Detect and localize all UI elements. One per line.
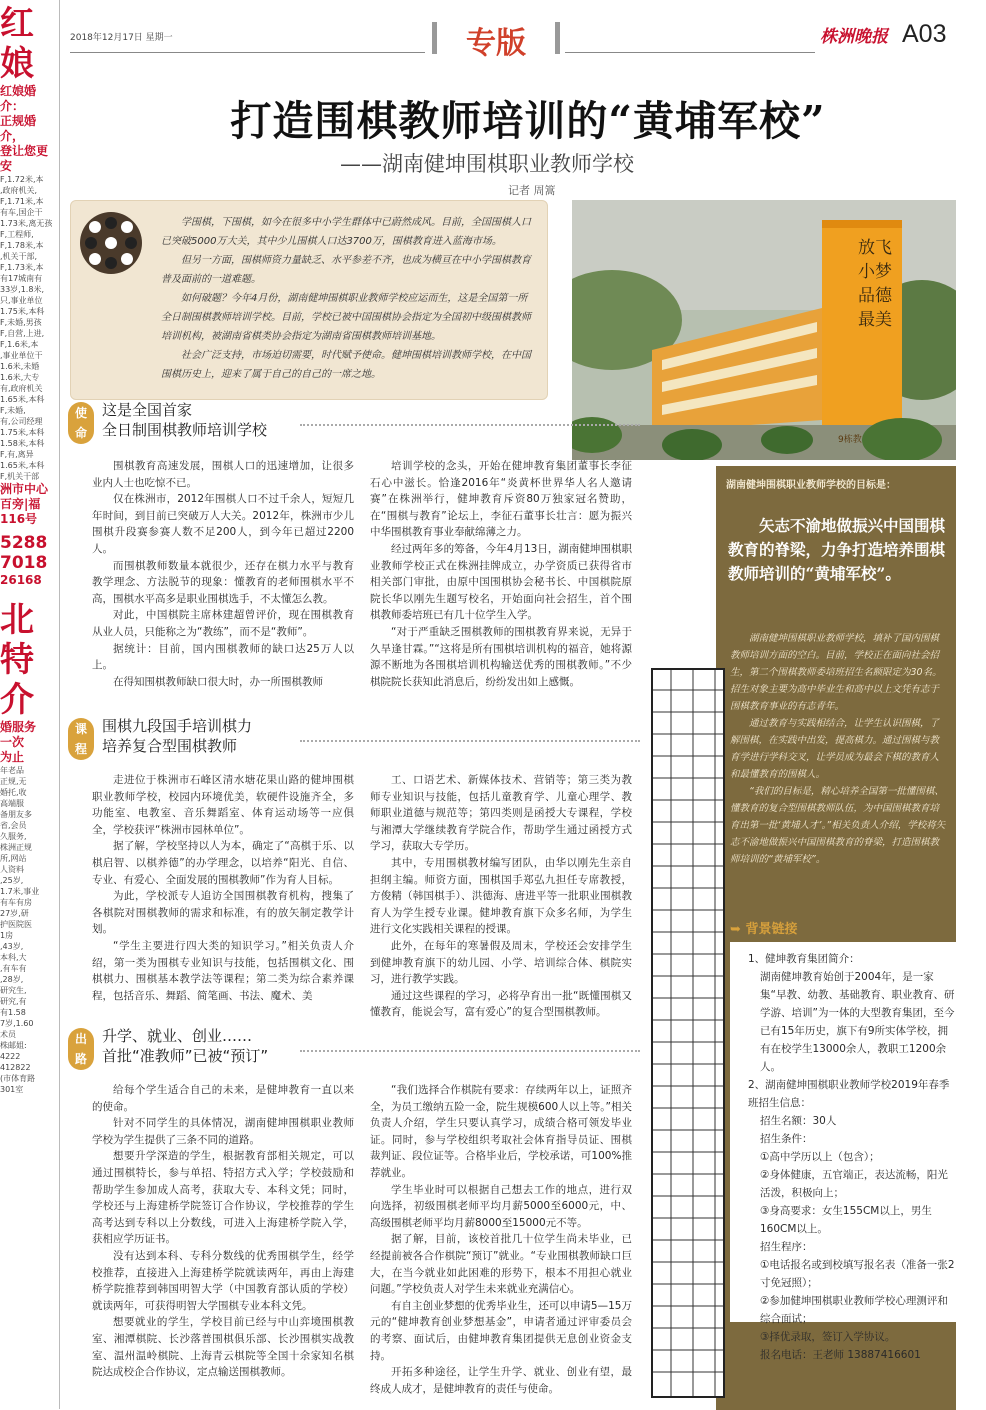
section-1-column (92, 458, 354, 690)
left-margin-line: F,机关干部 (0, 472, 40, 481)
left-margin-line: 婚托,收 (0, 788, 27, 797)
left-margin-items-2 (0, 720, 59, 765)
sidebar-heading: 湖南健坤围棋职业教师学校的目标是： (726, 480, 896, 491)
left-margin-line: 1房 (0, 931, 14, 940)
arrow-icon: ➥ (730, 922, 741, 937)
sidebar-paragraph: “我们的目标是，精心培养全国第一批懂围棋、懂教育的复合型围棋教师队伍，为中国围棋教育培育出第一批‘黄埔人才’。”相关负责人介绍，学校将矢志不渝地做振兴中国围棋教育的脊梁，打造围棋教师培训的“黄埔军校”。 (730, 786, 946, 865)
body-paragraph: 没有达到本科、专科分数线的优秀围棋学生，经学校推荐，直接进入上海建桥学院就读两年，再由上海建桥学院推荐到韩国明智大学（中国教育部认质的学校）就读两年，可获得明智大学围棋专业本科文凭。 (92, 1249, 354, 1312)
left-margin-line: F,自营,上进, (0, 329, 45, 338)
body-paragraph: 为此，学校派专人追访全国围棋教育机构，搜集了各棋院对围棋教师的需求和标准，有的放矢制定教学计划。 (92, 890, 354, 936)
left-margin-line: 省,会员 (0, 821, 27, 830)
body-paragraph: 据统计：目前，国内围棋教师的缺口达25万人以上。 (92, 642, 354, 672)
section-heading (102, 716, 252, 756)
header-rule-right (565, 52, 815, 53)
section-heading-line-1: 围棋九段国手培训棋力 (102, 717, 253, 735)
school-building-photo (572, 200, 956, 460)
left-margin-items (0, 84, 59, 174)
intro-box (70, 200, 548, 400)
left-margin-line: 株邮姐: (0, 1041, 27, 1050)
left-margin-line: F,1.72米,本 (0, 175, 44, 184)
left-margin-line: F,1.73米,本 (0, 263, 44, 272)
left-margin-line: 红娘婚介： (0, 84, 37, 113)
intro-paragraph: 但另一方面，围棋师资力量缺乏、水平参差不齐，也成为横亘在中小学围棋教育普及面前的一道难题。 (161, 255, 531, 285)
section-divider (300, 740, 640, 742)
left-margin-line: 正规,无 (0, 777, 27, 786)
body-paragraph: 围棋教育高速发展，围棋人口的迅速增加，让很多业内人士也吃惊不已。 (92, 460, 354, 489)
header-date: 2018年12月17日 星期一 (70, 33, 173, 43)
body-paragraph: 学生毕业时可以根据自己想去工作的地点，进行双向选择，初级围棋老师平均月薪5000至6000元，中、高级围棋老师平均月薪8000至15000元不等。 (370, 1183, 632, 1229)
left-margin-line: 33岁,1.8米, (0, 285, 44, 294)
left-margin-line: 正规婚介， (0, 114, 37, 143)
left-margin-line: 登让您更安 (0, 144, 49, 173)
left-margin-line: F,工程师, (0, 230, 34, 239)
left-margin-line: 婚服务 (0, 720, 37, 734)
section-badge-char: 程 (74, 742, 87, 756)
left-margin-line: F,未婚,男孩 (0, 318, 42, 327)
section-divider (300, 424, 640, 426)
sidebar-body (730, 630, 948, 868)
body-paragraph: “对于严重缺乏围棋教师的围棋教育界来说，无异于久旱逢甘霖。”“这将是所有围棋培训机构的福音，她将源源不断地为各围棋培训机构输送优秀的围棋教师。”不少棋院院长获知此消息后，纷纷发出如上感慨。 (370, 625, 632, 688)
left-margin-line: ,有车有 (0, 964, 27, 973)
left-margin-phone-1: 5288 (0, 533, 48, 553)
photo-building-label: 9栋教 (838, 435, 862, 445)
left-margin-line: ,25岁, (0, 876, 24, 885)
go-stones-icon (80, 212, 142, 274)
left-margin-line: 1.6米,大专 (0, 373, 40, 382)
background-info-title: 背景链接 (745, 922, 798, 937)
left-margin-lines-2 (0, 765, 59, 1095)
left-margin-line: F,有,离异 (0, 450, 34, 459)
left-margin-line: F,1.6米,本 (0, 340, 39, 349)
left-margin-hotline-sub: 百旁|福 (0, 497, 41, 511)
go-board-grid (653, 670, 723, 1396)
section-badge-char: 路 (74, 1052, 87, 1066)
school-building-illustration (572, 200, 956, 460)
left-margin-line: 人资料 (0, 865, 24, 874)
left-margin-line: 术员 (0, 1030, 16, 1039)
left-margin-line: 7岁,1.60 (0, 1019, 34, 1028)
header-section-name: 专版 (466, 26, 526, 61)
left-margin-column (0, 0, 60, 1409)
section-heading-line-2: 首批“准教师”已被“预订” (102, 1047, 269, 1065)
left-margin-line: 1.65米,本科 (0, 461, 45, 470)
left-margin-line: ,43岁, (0, 942, 24, 951)
section-badge-char: 出 (74, 1032, 87, 1046)
body-paragraph: 此外，在每年的寒暑假及周末，学校还会安排学生到健坤教育旗下的幼儿园、小学、培训综合体、棋院实习，进行教学实践。 (370, 939, 632, 986)
body-paragraph: 在得知围棋教师缺口很大时，办一所围棋教师 (113, 675, 323, 688)
left-margin-line: 备朋友多 (0, 810, 32, 819)
left-margin-heading-2: 北特 (0, 600, 34, 680)
left-margin-line: 1.75米,本科 (0, 307, 45, 316)
newspaper-logo: 株洲晚报 (820, 27, 888, 47)
left-margin-room: 116号 (0, 512, 38, 526)
header-bar-right (555, 22, 560, 54)
background-info-line: ②参加健坤围棋职业教师学校心理测评和综合面试； (760, 1295, 948, 1325)
sidebar-paragraph: 湖南健坤围棋职业教师学校，填补了国内围棋教师培训方面的空白。目前，学校正在面向社会招生，第二个围棋教师委培班招生名额限定为30名。招生对象主要为高中毕业生和高中以上文凭有志于围棋教育事业的有志青年。 (730, 633, 942, 712)
left-margin-line: 412822 (0, 1063, 31, 1072)
left-margin-line: F,1.78米,本 (0, 241, 44, 250)
body-paragraph: 开拓多种途径，让学生升学、就业、创业有望，最终成人成才，是健坤教育的责任与使命。 (370, 1366, 632, 1395)
left-margin-line: 护医院医 (0, 920, 32, 929)
left-margin-line: 久服务, (0, 832, 27, 841)
left-margin-line: 1.65米,本科 (0, 395, 45, 404)
section-heading (102, 1026, 268, 1066)
left-margin-lines (0, 174, 59, 482)
left-margin-line: (市体育路 (0, 1074, 36, 1083)
left-margin-line: 株洲正规 (0, 843, 32, 852)
left-margin-line: 所,网站 (0, 854, 27, 863)
section-badge-char: 课 (74, 722, 87, 736)
left-margin-line: 只,事业单位 (0, 296, 43, 305)
left-margin-line: 301室 (0, 1085, 24, 1094)
body-paragraph: 想要就业的学生，学校目前已经与中山弈境围棋教室、湘潭棋院、长沙落普围棋俱乐部、长沙围棋实战教室、温州温岭棋院、上海青云棋院等全国十余家知名棋院达成校企合作协议，定点输送围棋教师。 (92, 1316, 354, 1379)
left-margin-line: 研究生, (0, 986, 27, 995)
background-info-line: ②身体健康，五官端正，表达流畅，阳光活泼，积极向上； (760, 1169, 948, 1199)
section-badge (68, 402, 94, 444)
section-badge (68, 1028, 94, 1070)
body-paragraph: 有自主创业梦想的优秀毕业生，还可以申请5—15万元的“健坤教育创业梦想基金”，申请者通过评审委员会的考察、面试后，由健坤教育集团提供无息创业资金支持。 (370, 1299, 632, 1362)
header-rule-left (70, 52, 425, 53)
left-margin-line: 27岁,研 (0, 909, 29, 918)
left-margin-line: ,28岁, (0, 975, 24, 984)
left-margin-phone-2: 7018 (0, 553, 48, 573)
background-info-line: 招生名额：30人 (760, 1115, 837, 1127)
left-margin-heading: 红娘 (0, 4, 34, 84)
left-margin-line: 有17城南有 (0, 274, 43, 283)
section-divider (300, 1050, 640, 1052)
section-heading-line-2: 全日制围棋教师培训学校 (102, 421, 268, 439)
left-margin-line: ,事业单位干 (0, 351, 43, 360)
body-paragraph: 据了解，学校坚持以人为本，确定了“高棋于乐、以棋启智、以棋养德”的办学理念，以培养“阳光、自信、专业、有爱心、全面发展的围棋教师”作为育人目标。 (92, 840, 354, 886)
body-paragraph: 对此，中国棋院主席林建超曾评价，现在围棋教育从业人员，只能称之为“教练”，而不是“教师”。 (92, 609, 354, 638)
section-badge (68, 718, 94, 760)
section-heading-line-1: 升学、就业、创业…… (102, 1027, 253, 1045)
left-margin-line: 有,政府机关 (0, 384, 43, 393)
section-badge-char: 命 (74, 426, 87, 440)
body-paragraph: 而围棋教师数量本就很少，还存在棋力水平与教育教学理念、方法脱节的现象：懂教育的老师围棋水平不高，围棋水平高多是职业围棋选手，不太懂怎么教。 (92, 559, 354, 605)
background-info-line: 报名电话：王老师 13887416601 (760, 1349, 921, 1361)
body-paragraph: 其中，专用围棋教材编写团队，由华以刚先生亲自担纲主编。师资方面，围棋国手郑弘九担任专席教授，方俊精（韩国棋手）、洪德海、唐进平等一批职业围棋教育人为学生授专业课。健坤教育旗下众多名师，为学生进行文化实践相关课程的授课。 (370, 856, 632, 936)
background-info-line: 湖南健坤教育始创于2004年，是一家集“早教、幼教、基础教育、职业教育、研学游、培训”为一体的大型教育集团，至今已有15年历史，旗下有9所实体学校，拥有在校学生13000余人，教职工1200余人。 (760, 971, 955, 1073)
left-margin-line: 1.75米,本科 (0, 428, 45, 437)
background-info-heading (730, 918, 797, 937)
article-byline: 记者 周篙 (508, 184, 556, 197)
body-paragraph: “学生主要进行四大类的知识学习。”相关负责人介绍，第一类为围棋专业知识与技能，包括围棋文化、围棋棋力、围棋基本教学法等课程；第二类为综合素养课程，包括音乐、舞蹈、简笔画、书法、魔术、美 (92, 939, 354, 1002)
left-margin-line: 有1.58 (0, 1008, 26, 1017)
left-margin-line: 本科,大 (0, 953, 27, 962)
left-margin-hotline-label: 洲市中心 (0, 482, 49, 496)
background-info-line: ③择优录取，签订入学协议。 (760, 1331, 896, 1343)
body-paragraph: 培训学校的念头，开始在健坤教育集团董事长李征石心中滋长。恰逢2016年“炎黄杯世界华人名人邀请赛”在株洲举行，健坤教育斥资80万独家冠名赞助，在“围棋与教育”论坛上，李征石董事长壮言：愿为振兴中华围棋教育事业奉献绵薄之力。 (370, 460, 632, 539)
sidebar-paragraph: 通过教育与实践相结合，让学生认识围棋，了解围棋，在实践中出发，提高棋力。通过围棋与教育学进行学科交叉，让学员成为最会下棋的教育人和最懂教育的围棋人。 (730, 718, 940, 780)
background-info-line: 2、湖南健坤围棋职业教师学校2019年春季班招生信息： (748, 1079, 950, 1109)
left-margin-heading-3: 介 (0, 680, 34, 720)
body-paragraph: 经过两年多的筹备，今年4月13日，湖南健坤围棋职业教师学校正式在株洲挂牌成立，办学资质已获得省市相关部门审批，由原中国围棋协会秘书长、中国棋院原院长华以刚先生题写校名，开始面向社会招生，首个围棋教师委培班已有几十位学生入学。 (370, 542, 632, 622)
section-heading (102, 400, 267, 440)
sidebar-quote: 矢志不渝地做振兴中国围棋教育的脊梁，力争打造培养围棋教师培训的“黄埔军校”。 (728, 516, 946, 583)
body-paragraph: 走进位于株洲市石峰区清水塘花果山路的健坤围棋职业教师学校，校园内环境优美，软硬件设施齐全，多功能室、电教室、音乐舞蹈室、体育运动场等一应俱全，学校获评“株洲市园林单位”。 (92, 774, 354, 836)
left-margin-line: 年老品 (0, 766, 24, 775)
left-margin-line: 1.7米,事业 (0, 887, 40, 896)
left-margin-line: 一次 (0, 735, 25, 749)
left-margin-line: 1.6米,未婚 (0, 362, 40, 371)
body-paragraph: 仅在株洲市，2012年围棋人口不过千余人，短短几年时间，到目前已突破万人大关。2012年，株洲市少儿围棋升段赛参赛人数不足200人，到今年已超过2200人。 (92, 493, 354, 555)
background-info-line: 1、健坤教育集团简介： (748, 953, 860, 965)
background-info-line: ①电话报名或到校填写报名表（准备一张2寸免冠照）； (760, 1259, 955, 1289)
section-badge-char: 使 (74, 406, 87, 420)
article-title: 打造围棋教师培训的“黄埔军校” (230, 97, 826, 145)
section-heading-line-2: 培养复合型围棋教师 (102, 737, 238, 755)
left-margin-line: 4222 (0, 1052, 21, 1061)
intro-paragraph: 如何破题？今年4月份，湖南健坤围棋职业教师学校应运而生，这是全国第一所全日制围棋教师培训学校。目前，学校已被中国围棋协会指定为全国初中级围棋教师培训机构，被湖南省棋类协会指定为湖南省围棋教师培训基地。 (161, 293, 531, 342)
left-margin-line: 1.58米,本科 (0, 439, 45, 448)
intro-paragraph: 学围棋，下围棋，如今在很多中小学生群体中已蔚然成风。目前，全国围棋人口已突破5000万大关，其中少儿围棋人口达3700万，围棋教育进入蓝海市场。 (161, 217, 531, 247)
left-margin-line: ,政府机关, (0, 186, 38, 195)
body-paragraph: 给每个学生适合自己的未来，是健坤教育一直以来的使命。 (92, 1084, 354, 1113)
section-2-column (370, 1082, 632, 1397)
body-paragraph: “我们选择合作棋院有要求：存续两年以上，证照齐全，为员工缴纳五险一金，院生规模600人以上等。”相关负责人介绍，学生只要认真学习，成绩合格可领发毕业证。同时，参与学校组织考取社会体育指导员证、围棋裁判证、段位证等。合格毕业后，学校承诺，可100%推荐就业。 (370, 1084, 632, 1179)
left-margin-line: 为止 (0, 750, 25, 764)
page-number: A03 (902, 20, 947, 48)
left-margin-line: F,未婚, (0, 406, 26, 415)
intro-paragraph: 社会广泛支持，市场迫切需要，时代赋予使命。健坤围棋培训教师学校，在中国围棋历史上，迎来了属于自己的自己的一席之地。 (161, 350, 531, 380)
section-2-column (370, 772, 632, 1021)
left-margin-phone-3: 26168 (0, 573, 42, 587)
go-board-graphic (651, 668, 725, 1398)
left-margin-line: 有车,国企干 (0, 208, 43, 217)
background-info-line: 招生程序： (760, 1241, 813, 1253)
article-subtitle: ——湖南健坤围棋职业教师学校 (340, 152, 634, 176)
photo-wall-text: 放飞小梦 品德最美 (858, 238, 892, 330)
header-bar-left (432, 22, 437, 54)
body-paragraph: 工、口语艺术、新媒体技术、营销等；第三类为教师专业知识与技能，包括儿童教育学、儿童心理学、教师职业道德与规范等；第四类则是函授大专课程，学校与湘潭大学继续教育学院合作，帮助学生通过函授方式学习，获取大专学历。 (370, 774, 632, 853)
left-margin-line: F,1.71米,本 (0, 197, 44, 206)
left-margin-line: 有车有房 (0, 898, 32, 907)
left-margin-line: 有,公司经理 (0, 417, 43, 426)
left-margin-line: 研究,有 (0, 997, 27, 1006)
background-info-line: ③身高要求：女生155CM以上，男生160CM以上。 (760, 1205, 932, 1235)
body-paragraph: 想要升学深造的学生，根据教育部相关规定，可以通过围棋特长，参与单招、特招方式入学；学校鼓励和帮助学生参加成人高考，获取大专、本科文凭；同时，学校还与上海建桥学院签订合作协议，学校推荐的学生高考达到专科以上分数线，可进入上海建桥学院入学，获相应学历证书。 (92, 1150, 354, 1246)
section-2-column (370, 458, 632, 690)
body-paragraph: 针对不同学生的具体情况，湖南健坤围棋职业教师学校为学生提供了三条不同的道路。 (92, 1117, 354, 1146)
body-paragraph: 据了解，目前，该校首批几十位学生尚未毕业，已经提前被各合作棋院“预订”就业。“专业围棋教师缺口巨大，在当今就业如此困难的形势下，根本不用担心就业问题。”学校负责人对学生未来就业充满信心。 (370, 1233, 632, 1296)
background-info-line: ①高中学历以上（包含）； (760, 1151, 880, 1163)
left-margin-line: 高端服 (0, 799, 24, 808)
background-info-body (748, 950, 956, 1364)
body-paragraph: 通过这些课程的学习，必将孕育出一批“既懂围棋又懂教育，能说会写，富有爱心”的复合型围棋教师。 (370, 989, 632, 1019)
left-margin-line: 1.73米,离无孩 (0, 219, 53, 228)
section-heading-line-1: 这是全国首家 (102, 401, 193, 419)
section-1-column (92, 772, 354, 1004)
background-info-line: 招生条件： (760, 1133, 813, 1145)
section-1-column (92, 1082, 354, 1381)
left-margin-line: ,机关干部, (0, 252, 38, 261)
